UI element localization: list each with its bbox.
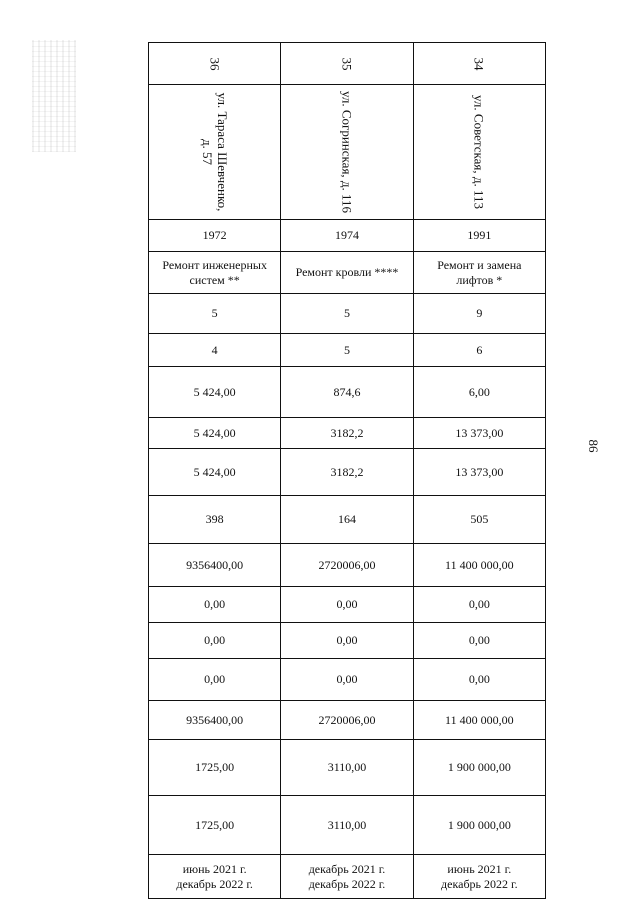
table-cell: 505 (413, 496, 545, 544)
table-cell (413, 43, 545, 85)
table-row (149, 659, 546, 701)
address: ул. Советская, д. 113 (471, 94, 487, 210)
table-cell: 6 (413, 334, 545, 367)
table-cell: 2720006,00 (281, 544, 413, 587)
table-cell: 3182,2 (281, 449, 413, 496)
table-cell: 398 (149, 496, 281, 544)
table-row-numbers (149, 43, 546, 85)
table-cell: 0,00 (149, 623, 281, 659)
table-cell: 9 (413, 294, 545, 334)
address: ул. Согринская, д. 116 (339, 90, 355, 214)
table-cell: 1 900 000,00 (413, 740, 545, 796)
table-row (149, 294, 546, 334)
table-cell: 0,00 (281, 659, 413, 701)
table-cell: 5 (281, 294, 413, 334)
repair-program-table (148, 42, 546, 899)
table-cell: 5 424,00 (149, 367, 281, 418)
table-cell: 0,00 (149, 587, 281, 623)
table-cell: 0,00 (413, 623, 545, 659)
table-cell: 874,6 (281, 367, 413, 418)
table-cell: 1974 (281, 220, 413, 252)
table-cell (281, 43, 413, 85)
table-row (149, 449, 546, 496)
table-row (149, 701, 546, 740)
table-cell (413, 85, 545, 220)
table-row (149, 855, 546, 899)
table-cell: 0,00 (149, 659, 281, 701)
table-cell: 3182,2 (281, 418, 413, 449)
table-cell: 5 424,00 (149, 418, 281, 449)
row-number: 34 (471, 57, 487, 70)
table-row (149, 252, 546, 294)
table-cell: 5 424,00 (149, 449, 281, 496)
table-cell: 13 373,00 (413, 418, 545, 449)
table-cell (149, 85, 281, 220)
table-cell (281, 85, 413, 220)
table-cell: 164 (281, 496, 413, 544)
table-cell: 13 373,00 (413, 449, 545, 496)
row-number: 36 (207, 57, 223, 70)
table-cell: 1725,00 (149, 740, 281, 796)
table-cell: 1 900 000,00 (413, 796, 545, 855)
table-row (149, 496, 546, 544)
table-row (149, 544, 546, 587)
table-cell: 11 400 000,00 (413, 701, 545, 740)
table-cell: 1991 (413, 220, 545, 252)
table-cell: 0,00 (281, 623, 413, 659)
address: ул. Тараса Шевченко, д. 57 (199, 92, 230, 212)
table-cell: 6,00 (413, 367, 545, 418)
table-cell: 11 400 000,00 (413, 544, 545, 587)
row-number: 35 (339, 57, 355, 70)
table-cell: июнь 2021 г. декабрь 2022 г. (149, 855, 281, 899)
table-cell: 9356400,00 (149, 544, 281, 587)
table-row (149, 334, 546, 367)
table-cell: 2720006,00 (281, 701, 413, 740)
table-row (149, 367, 546, 418)
table-cell: 5 (149, 294, 281, 334)
table-cell: 4 (149, 334, 281, 367)
scan-artifact (32, 40, 76, 152)
table-cell: 0,00 (281, 587, 413, 623)
table-cell (149, 43, 281, 85)
table-cell: 3110,00 (281, 796, 413, 855)
table-row (149, 418, 546, 449)
page-number: 86 (586, 439, 601, 453)
table-row (149, 220, 546, 252)
table-row (149, 623, 546, 659)
table-cell: 5 (281, 334, 413, 367)
table-cell: 1725,00 (149, 796, 281, 855)
table-row (149, 740, 546, 796)
table-row-addresses (149, 85, 546, 220)
table-row (149, 796, 546, 855)
table-cell: 0,00 (413, 659, 545, 701)
table-cell: июнь 2021 г. декабрь 2022 г. (413, 855, 545, 899)
table-cell: 0,00 (413, 587, 545, 623)
table-cell: Ремонт и замена лифтов * (413, 252, 545, 294)
table-cell: Ремонт инженерных систем ** (149, 252, 281, 294)
table-cell: 9356400,00 (149, 701, 281, 740)
table-cell: 3110,00 (281, 740, 413, 796)
table-cell: 1972 (149, 220, 281, 252)
table-cell: декабрь 2021 г. декабрь 2022 г. (281, 855, 413, 899)
table-cell: Ремонт кровли **** (281, 252, 413, 294)
table-row (149, 587, 546, 623)
